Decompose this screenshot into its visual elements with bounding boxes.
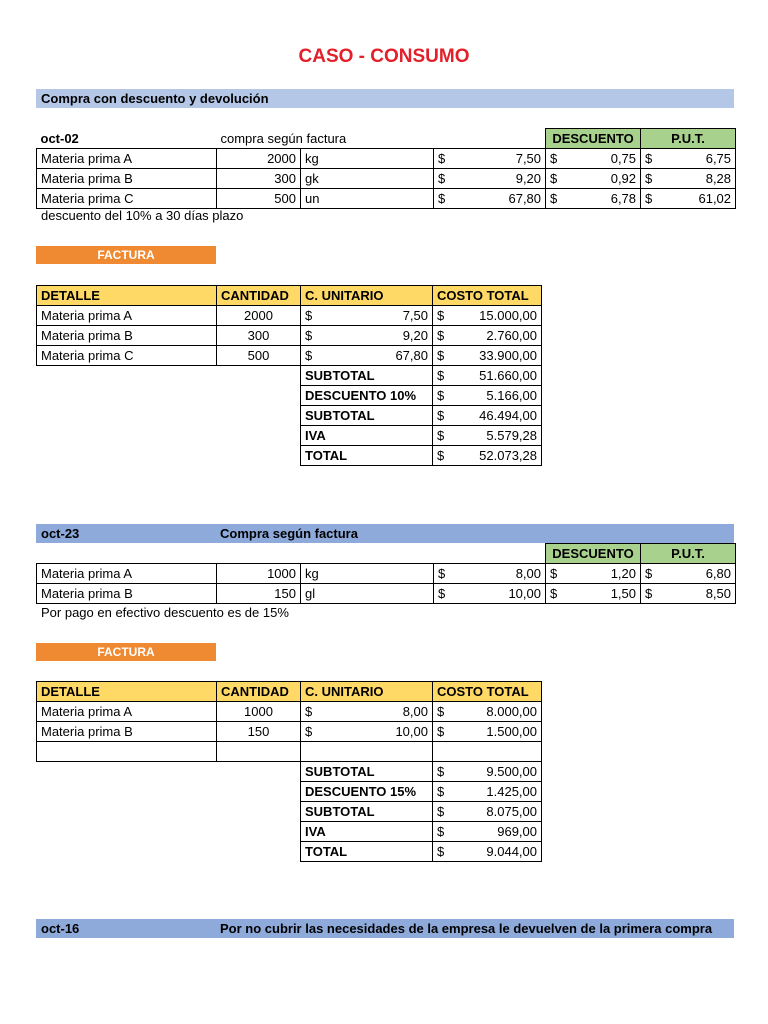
summary-value (433, 762, 542, 782)
factura-label: FACTURA (36, 643, 216, 661)
item-unit: kg (301, 564, 434, 584)
amount: 8,00 (402, 704, 428, 719)
currency-symbol: $ (645, 151, 653, 166)
summary-row (37, 446, 542, 466)
amount: 7,50 (515, 151, 542, 166)
currency-symbol: $ (645, 586, 653, 601)
amount: 8.000,00 (486, 704, 537, 719)
factura-label: FACTURA (36, 246, 216, 264)
amount: 51.660,00 (479, 368, 537, 383)
item-name: Materia prima A (37, 149, 217, 169)
item-price (434, 149, 546, 169)
amount: 9,20 (515, 171, 542, 186)
item-total (433, 326, 542, 346)
currency-symbol: $ (550, 586, 558, 601)
summary-row (37, 366, 542, 386)
currency-symbol: $ (437, 348, 445, 363)
item-put (641, 169, 736, 189)
amount: 9,20 (402, 328, 428, 343)
currency-symbol: $ (437, 784, 445, 799)
item-qty: 300 (217, 169, 301, 189)
summary-value (433, 386, 542, 406)
header-total: COSTO TOTAL (433, 682, 542, 702)
currency-symbol: $ (645, 171, 653, 186)
currency-symbol: $ (437, 408, 445, 423)
currency-symbol: $ (438, 151, 446, 166)
currency-symbol: $ (550, 191, 558, 206)
item-unit: gl (301, 584, 434, 604)
item-price (434, 189, 546, 209)
amount: 7,50 (402, 308, 428, 323)
header-total: COSTO TOTAL (433, 286, 542, 306)
header-cantidad: CANTIDAD (217, 682, 301, 702)
currency-symbol: $ (437, 448, 445, 463)
item-unit: un (301, 189, 434, 209)
item-put (641, 584, 736, 604)
item-put (641, 149, 736, 169)
header-detalle: DETALLE (37, 682, 217, 702)
item-unit-price (301, 702, 433, 722)
item-unit-price (301, 722, 433, 742)
currency-symbol: $ (437, 328, 445, 343)
section-band-2 (36, 524, 734, 543)
currency-symbol: $ (305, 704, 313, 719)
summary-row (37, 762, 542, 782)
table-row (37, 722, 542, 742)
item-discount (546, 564, 641, 584)
amount: 46.494,00 (479, 408, 537, 423)
item-qty: 2000 (217, 149, 301, 169)
currency-symbol: $ (550, 566, 558, 581)
currency-symbol: $ (438, 566, 446, 581)
amount: 1,50 (610, 586, 636, 601)
amount: 10,00 (508, 586, 541, 601)
item-name: Materia prima A (37, 306, 217, 326)
amount: 5.579,28 (486, 428, 537, 443)
date-cell: oct-16 (41, 921, 80, 936)
col-header-descuento: DESCUENTO (546, 129, 641, 149)
item-name: Materia prima B (37, 584, 217, 604)
currency-symbol: $ (438, 171, 446, 186)
header-detalle: DETALLE (37, 286, 217, 306)
summary-value (433, 406, 542, 426)
header-unitario: C. UNITARIO (301, 286, 433, 306)
item-qty: 500 (217, 346, 301, 366)
item-discount (546, 149, 641, 169)
item-qty: 150 (217, 722, 301, 742)
table-row (37, 189, 736, 209)
summary-value (433, 366, 542, 386)
amount: 61,02 (698, 191, 732, 206)
amount: 67,80 (395, 348, 428, 363)
amount: 52.073,28 (479, 448, 537, 463)
table-row (37, 326, 542, 346)
amount: 9.500,00 (486, 764, 537, 779)
table-row (37, 584, 736, 604)
amount: 0,92 (610, 171, 637, 186)
item-name: Materia prima B (37, 722, 217, 742)
item-total (433, 702, 542, 722)
amount: 6,75 (705, 151, 732, 166)
amount: 67,80 (508, 191, 542, 206)
amount: 8,00 (515, 566, 541, 581)
header-cantidad: CANTIDAD (217, 286, 301, 306)
empty-row (37, 742, 542, 762)
summary-label: SUBTOTAL (301, 366, 433, 386)
summary-label: SUBTOTAL (301, 762, 433, 782)
summary-label: IVA (301, 426, 433, 446)
item-unit: kg (301, 149, 434, 169)
summary-row (37, 426, 542, 446)
item-name: Materia prima B (37, 326, 217, 346)
currency-symbol: $ (437, 368, 445, 383)
currency-symbol: $ (645, 191, 653, 206)
col-header-put: P.U.T. (641, 129, 736, 149)
amount: 33.900,00 (479, 348, 537, 363)
table-row (37, 149, 736, 169)
item-discount (546, 584, 641, 604)
table-row (37, 702, 542, 722)
item-qty: 500 (217, 189, 301, 209)
summary-label: SUBTOTAL (301, 802, 433, 822)
item-unit-price (301, 306, 433, 326)
amount: 8,28 (705, 171, 732, 186)
currency-symbol: $ (305, 328, 313, 343)
amount: 5.166,00 (486, 388, 537, 403)
currency-symbol: $ (437, 308, 445, 323)
item-qty: 300 (217, 326, 301, 346)
currency-symbol: $ (305, 724, 313, 739)
currency-symbol: $ (437, 428, 445, 443)
currency-symbol: $ (550, 171, 558, 186)
summary-row (37, 842, 542, 862)
amount: 10,00 (395, 724, 428, 739)
amount: 6,78 (610, 191, 637, 206)
amount: 1.500,00 (486, 724, 537, 739)
item-qty: 1000 (217, 702, 301, 722)
currency-symbol: $ (437, 704, 445, 719)
purchase-desc: Compra según factura (220, 526, 358, 541)
currency-symbol: $ (437, 388, 445, 403)
currency-symbol: $ (437, 804, 445, 819)
summary-row (37, 406, 542, 426)
amount: 1.425,00 (486, 784, 537, 799)
item-total (433, 722, 542, 742)
date-cell: oct-23 (41, 526, 80, 541)
currency-symbol: $ (645, 566, 653, 581)
summary-label: DESCUENTO 15% (301, 782, 433, 802)
summary-row (37, 386, 542, 406)
page-title: CASO - CONSUMO (298, 46, 470, 67)
currency-symbol: $ (305, 308, 313, 323)
discount-note: descuento del 10% a 30 días plazo (41, 208, 244, 223)
amount: 1,20 (610, 566, 636, 581)
item-name: Materia prima B (37, 169, 217, 189)
summary-value (433, 822, 542, 842)
item-put (641, 564, 736, 584)
summary-value (433, 426, 542, 446)
summary-value (433, 782, 542, 802)
header-unitario: C. UNITARIO (301, 682, 433, 702)
section-band: Compra con descuento y devolución (36, 89, 734, 108)
summary-value (433, 446, 542, 466)
invoice-table-1 (36, 285, 542, 466)
amount: 6,80 (705, 566, 731, 581)
summary-label: TOTAL (301, 842, 433, 862)
item-put (641, 189, 736, 209)
purchase-table-1 (36, 128, 736, 209)
discount-note: Por pago en efectivo descuento es de 15% (41, 605, 289, 620)
summary-label: SUBTOTAL (301, 406, 433, 426)
currency-symbol: $ (438, 191, 446, 206)
item-name: Materia prima C (37, 346, 217, 366)
date-cell: oct-02 (40, 130, 79, 146)
purchase-table-2 (36, 543, 736, 604)
amount: 15.000,00 (479, 308, 537, 323)
item-unit-price (301, 346, 433, 366)
col-header-descuento: DESCUENTO (546, 544, 641, 564)
item-total (433, 306, 542, 326)
item-name: Materia prima A (37, 702, 217, 722)
table-row (37, 346, 542, 366)
amount: 8.075,00 (486, 804, 537, 819)
amount: 0,75 (610, 151, 637, 166)
currency-symbol: $ (437, 764, 445, 779)
item-total (433, 346, 542, 366)
currency-symbol: $ (305, 348, 313, 363)
invoice-table-2 (36, 681, 542, 862)
item-unit-price (301, 326, 433, 346)
table-row (37, 564, 736, 584)
item-price (434, 564, 546, 584)
currency-symbol: $ (550, 151, 558, 166)
summary-row (37, 822, 542, 842)
item-price (434, 584, 546, 604)
currency-symbol: $ (437, 844, 445, 859)
amount: 9.044,00 (486, 844, 537, 859)
item-qty: 150 (217, 584, 301, 604)
table-row (37, 306, 542, 326)
amount: 2.760,00 (486, 328, 537, 343)
item-discount (546, 169, 641, 189)
item-discount (546, 189, 641, 209)
currency-symbol: $ (438, 586, 446, 601)
summary-label: TOTAL (301, 446, 433, 466)
purchase-desc: compra según factura (220, 130, 347, 146)
item-name: Materia prima A (37, 564, 217, 584)
item-name: Materia prima C (37, 189, 217, 209)
amount: 8,50 (705, 586, 731, 601)
section-band-3 (36, 919, 734, 938)
table-row (37, 169, 736, 189)
currency-symbol: $ (437, 724, 445, 739)
return-desc: Por no cubrir las necesidades de la empresa le devuelven de la primera compra (220, 921, 713, 936)
summary-value (433, 842, 542, 862)
item-price (434, 169, 546, 189)
summary-row (37, 802, 542, 822)
summary-value (433, 802, 542, 822)
amount: 969,00 (497, 824, 537, 839)
summary-label: DESCUENTO 10% (301, 386, 433, 406)
col-header-put: P.U.T. (641, 544, 736, 564)
item-qty: 1000 (217, 564, 301, 584)
summary-row (37, 782, 542, 802)
item-qty: 2000 (217, 306, 301, 326)
summary-label: IVA (301, 822, 433, 842)
currency-symbol: $ (437, 824, 445, 839)
item-unit: gk (301, 169, 434, 189)
